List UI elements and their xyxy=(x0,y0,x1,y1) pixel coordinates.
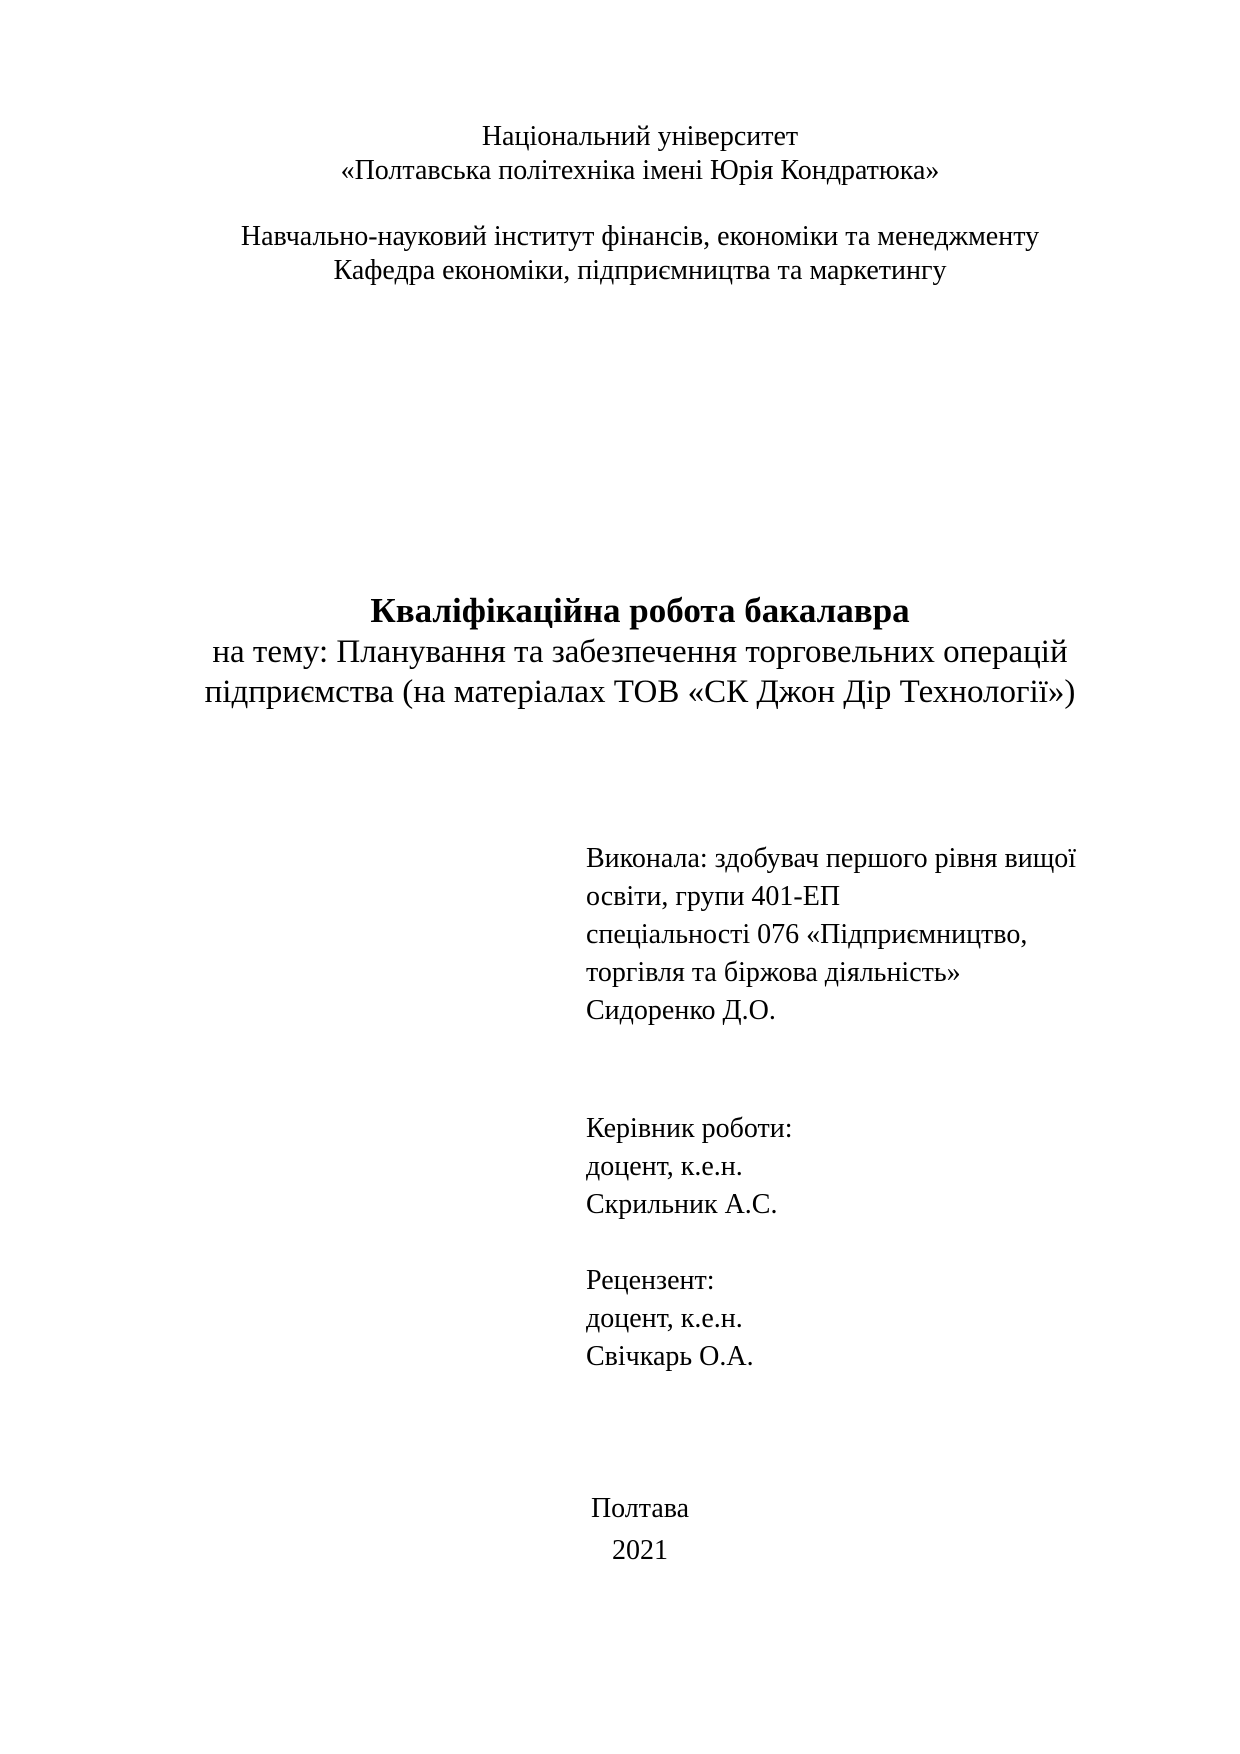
reviewer-title: доцент, к.е.н. xyxy=(586,1303,743,1334)
author-line4: торгівля та біржова діяльність» xyxy=(586,957,961,988)
author-line2: освіти, групи 401-ЕП xyxy=(586,881,841,912)
supervisor-name: Скрильник А.С. xyxy=(586,1189,778,1220)
author-block xyxy=(586,840,1076,1030)
thesis-title-block xyxy=(20,590,1240,712)
thesis-topic-line1: на тему: Планування та забезпечення торговельних операцій xyxy=(212,634,1068,670)
thesis-title: Кваліфікаційна робота бакалавра xyxy=(370,591,910,630)
university-name-line2: «Полтавська політехніка імені Юрія Кондратюка» xyxy=(340,155,940,186)
supervisor-block xyxy=(586,1110,793,1224)
department-name: Кафедра економіки, підприємництва та маркетингу xyxy=(333,255,947,286)
supervisor-label: Керівник роботи: xyxy=(586,1113,793,1144)
year: 2021 xyxy=(612,1535,668,1566)
city-name: Полтава xyxy=(590,1493,690,1524)
footer-block xyxy=(20,1488,1240,1572)
supervisor-title: доцент, к.е.н. xyxy=(586,1151,743,1182)
author-line1: Виконала: здобувач першого рівня вищої xyxy=(586,843,1077,874)
university-header xyxy=(20,120,1240,188)
university-name-line1: Національний університет xyxy=(481,121,799,152)
thesis-topic-line2: підприємства (на матеріалах ТОВ «СК Джон Дір Технології») xyxy=(204,674,1076,710)
author-line3: спеціальності 076 «Підприємництво, xyxy=(586,919,1028,950)
author-name: Сидоренко Д.О. xyxy=(586,995,776,1026)
reviewer-name: Свічкарь О.А. xyxy=(586,1341,754,1372)
institute-header xyxy=(20,220,1240,288)
reviewer-block xyxy=(586,1262,754,1376)
institute-name: Навчально-науковий інститут фінансів, економіки та менеджменту xyxy=(240,221,1040,252)
reviewer-label: Рецензент: xyxy=(586,1265,715,1296)
